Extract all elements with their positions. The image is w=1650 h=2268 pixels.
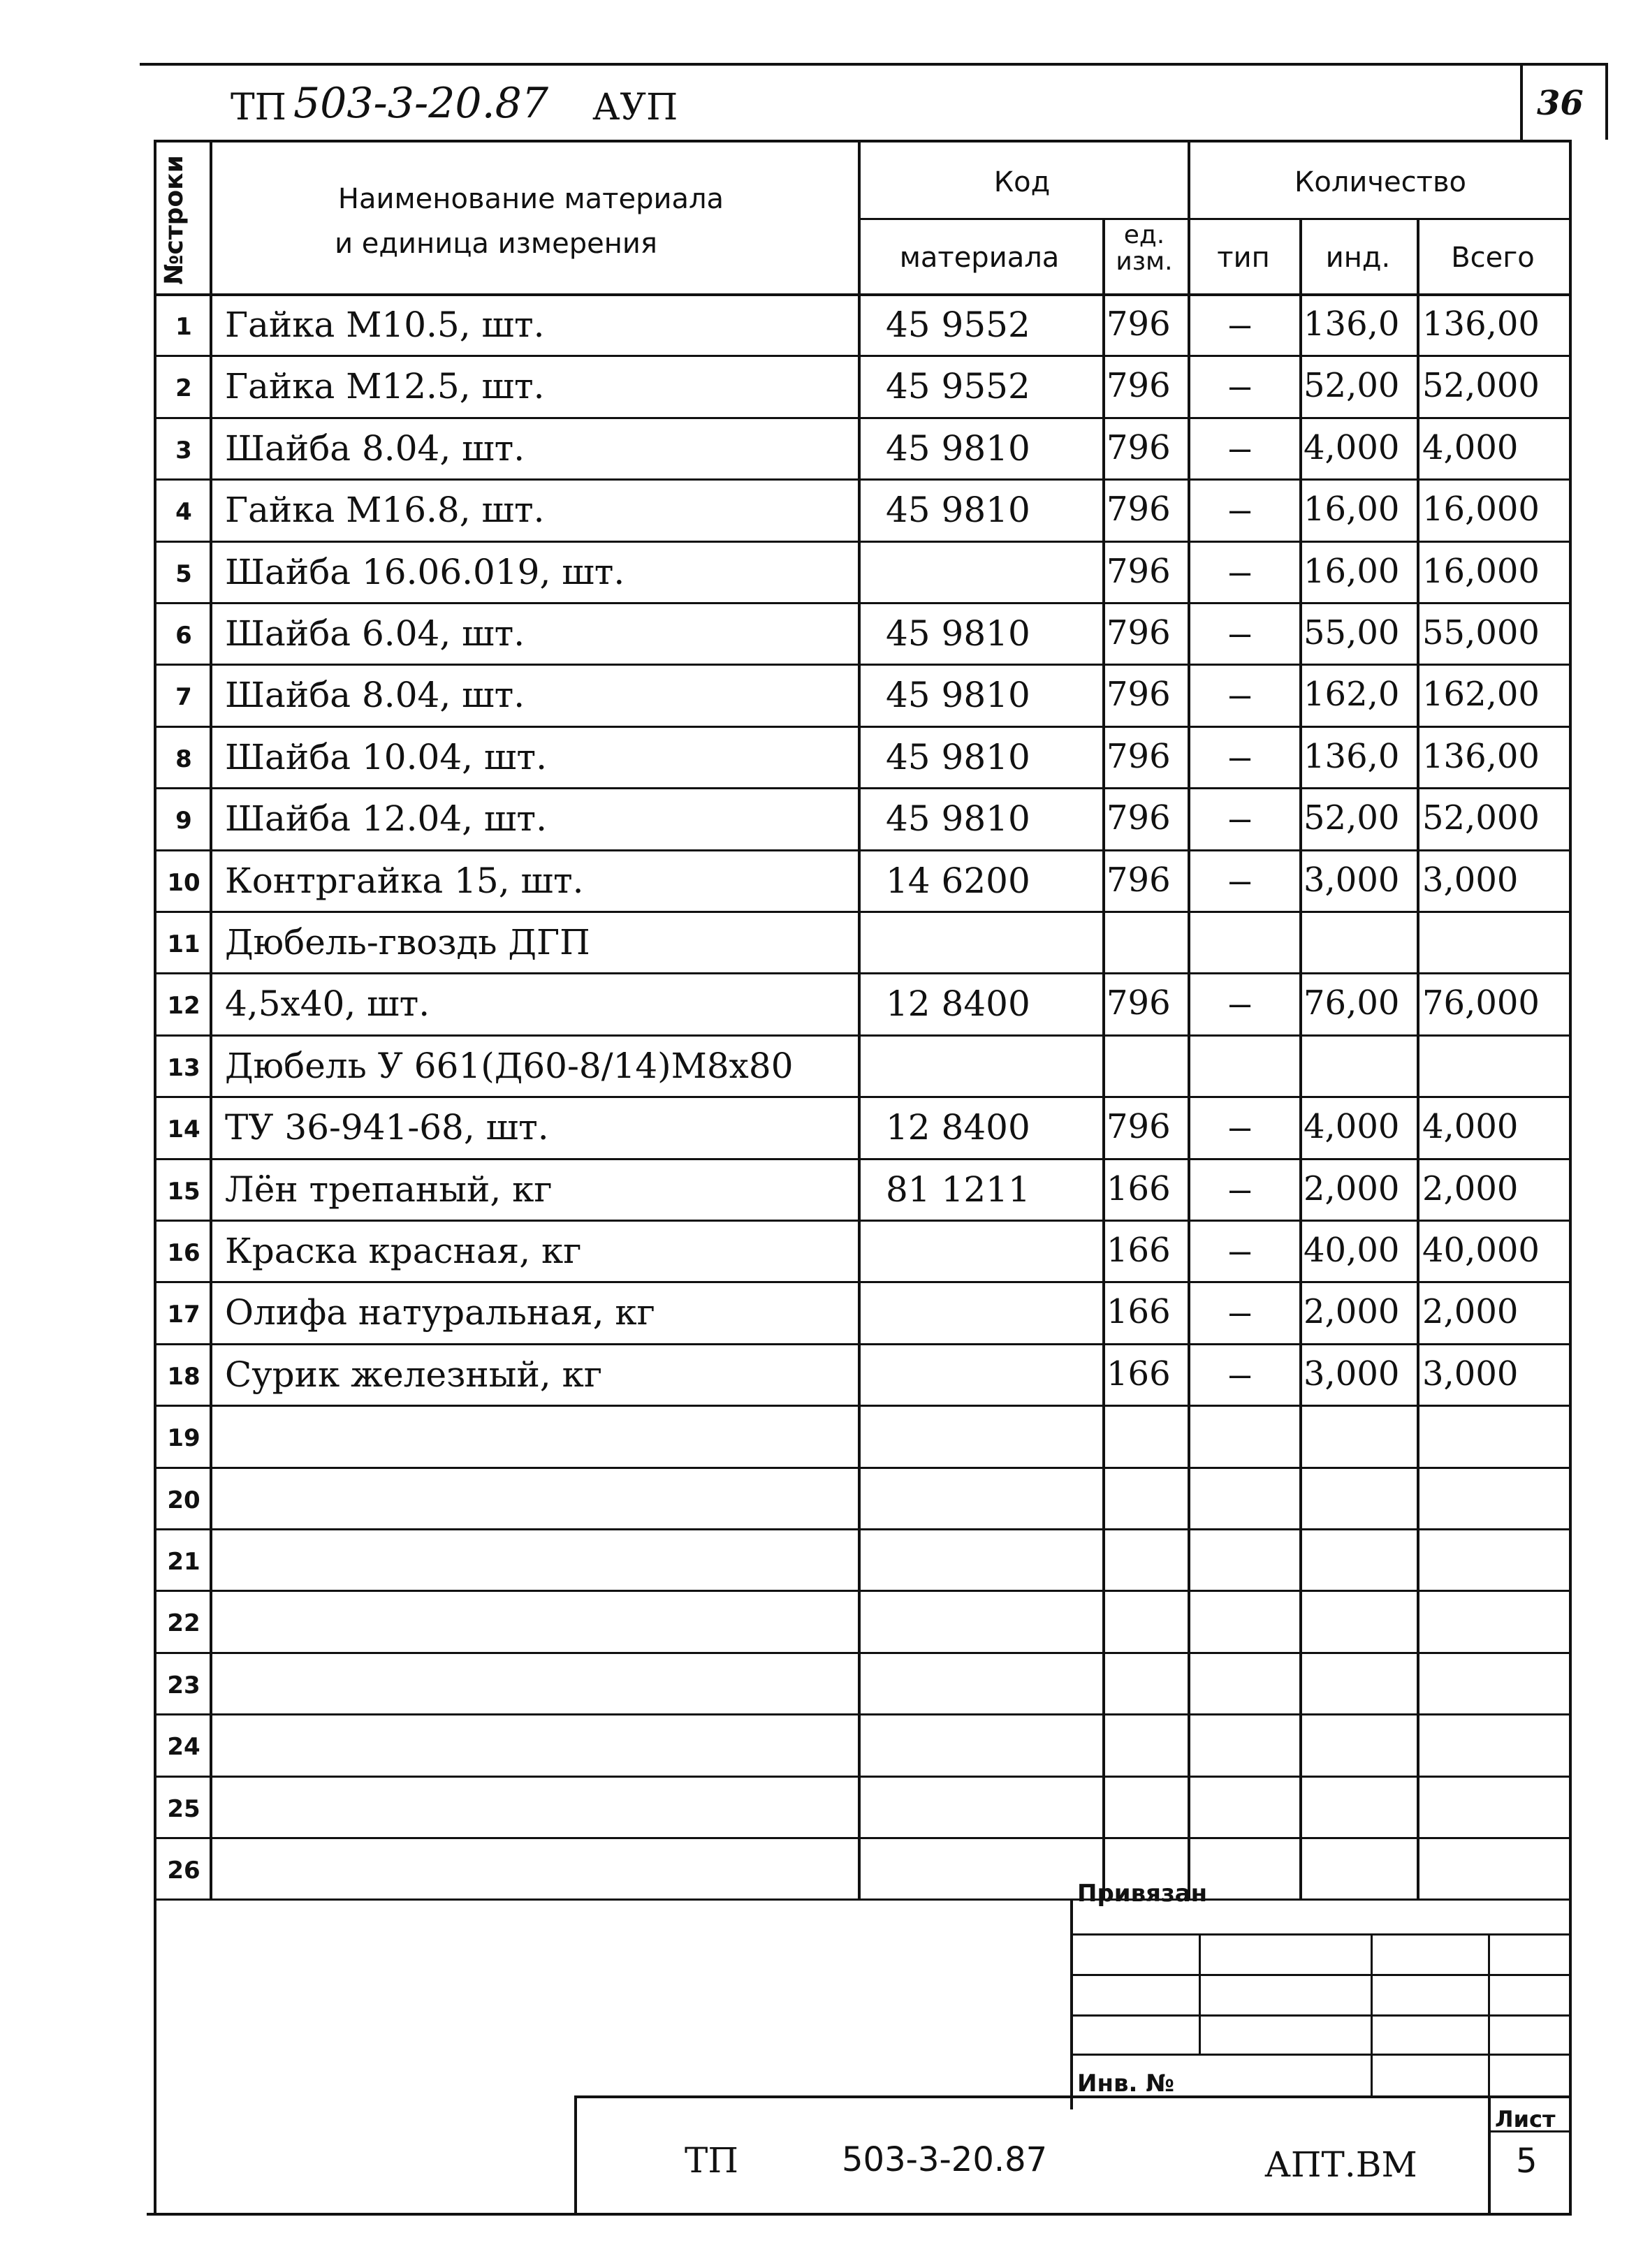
binding-grid-3 [1070,2014,1569,2017]
qty-total: 52,000 [1422,366,1540,406]
row-number: 23 [167,1671,200,1699]
code-header: Код [993,166,1051,198]
unit-code: 796 [1107,490,1171,529]
title-block-code: АПТ.ВМ [1264,2144,1417,2185]
binding-col-1 [1199,1933,1201,2054]
qty-total: 3,000 [1422,860,1519,900]
code-unit-header: ед. изм. [1116,221,1173,276]
row-number: 3 [175,436,192,464]
table-row [0,1837,1650,1898]
row-number: 16 [167,1239,200,1267]
qty-total: 76,000 [1422,983,1540,1023]
material-code: 12 8400 [886,983,1030,1025]
qty-type-header: тип [1217,242,1270,274]
unit-code: 796 [1107,427,1171,467]
row-number: 9 [175,807,192,835]
material-name: 4,5х40, шт. [225,983,430,1025]
material-code: 45 9552 [886,366,1030,407]
table-row [0,726,1650,787]
inventory-label: Инв. № [1077,2070,1175,2098]
sheet-cell-divider [1488,2130,1569,2132]
material-code: 45 9810 [886,675,1030,716]
qty-ind: 2,000 [1304,1169,1400,1208]
qty-total: 2,000 [1422,1292,1519,1332]
table-row [0,293,1650,355]
row-number: 1 [175,313,192,341]
qty-ind: 16,00 [1304,551,1400,591]
material-code: 14 6200 [886,860,1030,901]
qty-ind: 16,00 [1304,490,1400,529]
right-border [1605,63,1608,140]
sheet-label: Лист [1495,2106,1556,2132]
table-row [0,664,1650,725]
row-number: 12 [167,992,200,1020]
qty-type: – [1229,1107,1251,1148]
row-number: 5 [175,559,192,588]
material-name: Гайка М10.5, шт. [225,305,545,345]
table-row [0,1096,1650,1157]
qty-type: – [1229,551,1251,592]
qty-type: – [1229,860,1251,901]
qty-header: Количество [1294,166,1466,198]
qty-type: – [1229,427,1251,469]
table-row [0,911,1650,972]
table-row [0,1590,1650,1651]
binding-grid-2 [1070,1974,1569,1976]
stamp-top-number: 503-3-20.87 [293,79,549,128]
corner-sheet-number: 36 [1537,84,1584,123]
unit-code: 796 [1107,305,1171,344]
table-row [0,417,1650,478]
unit-code: 796 [1107,675,1171,715]
unit-code: 796 [1107,860,1171,900]
qty-total: 4,000 [1422,427,1519,467]
qty-total: 2,000 [1422,1169,1519,1208]
unit-code: 796 [1107,1107,1171,1147]
qty-ind: 2,000 [1304,1292,1400,1332]
qty-ind: 3,000 [1304,1354,1400,1393]
binding-label: Привязан [1077,1880,1208,1908]
material-code: 12 8400 [886,1107,1030,1148]
row-number: 7 [175,683,192,712]
row-number: 26 [167,1857,200,1885]
unit-code: 166 [1107,1231,1171,1270]
qty-ind: 52,00 [1304,366,1400,406]
row-number: 20 [167,1486,200,1514]
title-block-number: 503-3-20.87 [842,2140,1048,2179]
qty-total: 136,00 [1422,305,1540,344]
qty-type: – [1229,1169,1251,1210]
material-name: Краска красная, кг [225,1231,582,1271]
table-row [0,355,1650,416]
unit-code: 796 [1107,983,1171,1023]
title-block-prefix: ТП [685,2140,738,2181]
table-row [0,1281,1650,1342]
material-name: Шайба 10.04, шт. [225,736,547,777]
unit-code: 796 [1107,798,1171,838]
table-row [0,1405,1650,1466]
table-row [0,1158,1650,1220]
qty-type: – [1229,675,1251,716]
qty-type: – [1229,1292,1251,1333]
table-row [0,541,1650,602]
qty-type: – [1229,490,1251,531]
binding-left-border [1070,1898,1073,2109]
row-number: 17 [167,1301,200,1329]
unit-code: 166 [1107,1354,1171,1393]
row-number: 2 [175,374,192,403]
table-row [0,1713,1650,1775]
row-number-header: №строки [160,155,189,285]
qty-total: 162,00 [1422,675,1540,715]
row-number: 24 [167,1733,200,1762]
material-code: 45 9552 [886,305,1030,345]
row-number: 13 [167,1053,200,1082]
stamp-top-album: АУП [592,87,678,129]
header-mid-line [858,218,1569,220]
qty-total: 55,000 [1422,613,1540,652]
row-number: 4 [175,498,192,527]
row-number: 25 [167,1794,200,1823]
sheet-number: 5 [1516,2142,1538,2181]
row-number: 10 [167,868,200,897]
qty-total: 52,000 [1422,798,1540,838]
qty-total: 3,000 [1422,1354,1519,1393]
material-name: Сурик железный, кг [225,1354,603,1395]
table-row [0,1528,1650,1590]
sheet-cell-left [1488,2095,1491,2214]
table-row [0,1034,1650,1096]
unit-code: 796 [1107,613,1171,652]
unit-code: 796 [1107,551,1171,591]
unit-code: 796 [1107,736,1171,776]
row-number: 19 [167,1424,200,1453]
binding-col-3 [1488,1933,1490,2095]
qty-ind: 52,00 [1304,798,1400,838]
qty-type: – [1229,983,1251,1025]
qty-total: 16,000 [1422,490,1540,529]
unit-code: 796 [1107,366,1171,406]
material-name: ТУ 36-941-68, шт. [225,1107,549,1148]
binding-grid-1 [1070,1933,1569,1936]
table-row [0,1776,1650,1837]
row-number: 18 [167,1362,200,1391]
qty-type: – [1229,798,1251,840]
material-name: Гайка М16.8, шт. [225,490,545,531]
table-row [0,478,1650,540]
material-name: Шайба 16.06.019, шт. [225,551,625,592]
material-name: Гайка М12.5, шт. [225,366,545,407]
qty-ind: 76,00 [1304,983,1400,1023]
title-block-top [574,2095,1569,2098]
name-header-line2: и единица измерения [335,228,657,260]
table-row [0,1467,1650,1528]
material-name: Шайба 12.04, шт. [225,798,547,840]
qty-total: 40,000 [1422,1231,1540,1270]
qty-total: 16,000 [1422,551,1540,591]
binding-grid-4 [1070,2054,1569,2056]
table-row [0,972,1650,1034]
stamp-top-prefix: ТП [231,87,287,129]
corner-sheet-divider [1520,63,1523,140]
table-row [0,602,1650,664]
top-border [140,63,1607,66]
qty-type: – [1229,366,1251,407]
material-code: 45 9810 [886,736,1030,777]
material-code: 81 1211 [886,1169,1030,1210]
qty-type: – [1229,1231,1251,1271]
qty-ind: 136,0 [1304,736,1400,776]
unit-code: 166 [1107,1292,1171,1332]
qty-total: 4,000 [1422,1107,1519,1147]
table-row [0,1220,1650,1281]
name-header: Наименование материала [337,183,724,215]
qty-type: – [1229,736,1251,777]
material-code: 45 9810 [886,490,1030,531]
qty-ind: 3,000 [1304,860,1400,900]
material-code: 45 9810 [886,427,1030,469]
qty-ind: 4,000 [1304,427,1400,467]
qty-type: – [1229,613,1251,654]
qty-ind: 4,000 [1304,1107,1400,1147]
code-material-header: материала [899,242,1060,274]
table-row [0,1343,1650,1405]
table-top-border [154,140,1569,142]
row-divider [154,1898,1569,1901]
material-name: Шайба 8.04, шт. [225,427,525,469]
material-name: Дюбель-гвоздь ДГП [225,922,590,963]
title-block-left [574,2095,577,2214]
material-code: 45 9810 [886,798,1030,840]
binding-col-2 [1371,1933,1373,2095]
row-number: 14 [167,1115,200,1144]
unit-code: 166 [1107,1169,1171,1208]
qty-ind: 40,00 [1304,1231,1400,1270]
qty-total-header: Всего [1451,242,1535,274]
row-number: 8 [175,745,192,773]
qty-type: – [1229,305,1251,345]
row-number: 21 [167,1548,200,1576]
table-bottom-border [147,2213,1572,2216]
row-number: 15 [167,1177,200,1206]
material-name: Лён трепаный, кг [225,1169,553,1210]
row-number: 11 [167,930,200,958]
qty-type: – [1229,1354,1251,1395]
row-number: 6 [175,622,192,650]
table-row [0,849,1650,911]
table-row [0,1652,1650,1713]
material-name: Дюбель У 661(Д60-8/14)М8х80 [225,1045,794,1086]
table-row [0,787,1650,849]
qty-total: 136,00 [1422,736,1540,776]
qty-ind: 162,0 [1304,675,1400,715]
material-code: 45 9810 [886,613,1030,654]
material-name: Олифа натуральная, кг [225,1292,655,1333]
qty-ind: 55,00 [1304,613,1400,652]
qty-ind: 136,0 [1304,305,1400,344]
material-name: Контргайка 15, шт. [225,860,584,901]
material-name: Шайба 8.04, шт. [225,675,525,716]
qty-ind-header: инд. [1325,242,1391,274]
material-name: Шайба 6.04, шт. [225,613,525,654]
row-number: 22 [167,1609,200,1638]
